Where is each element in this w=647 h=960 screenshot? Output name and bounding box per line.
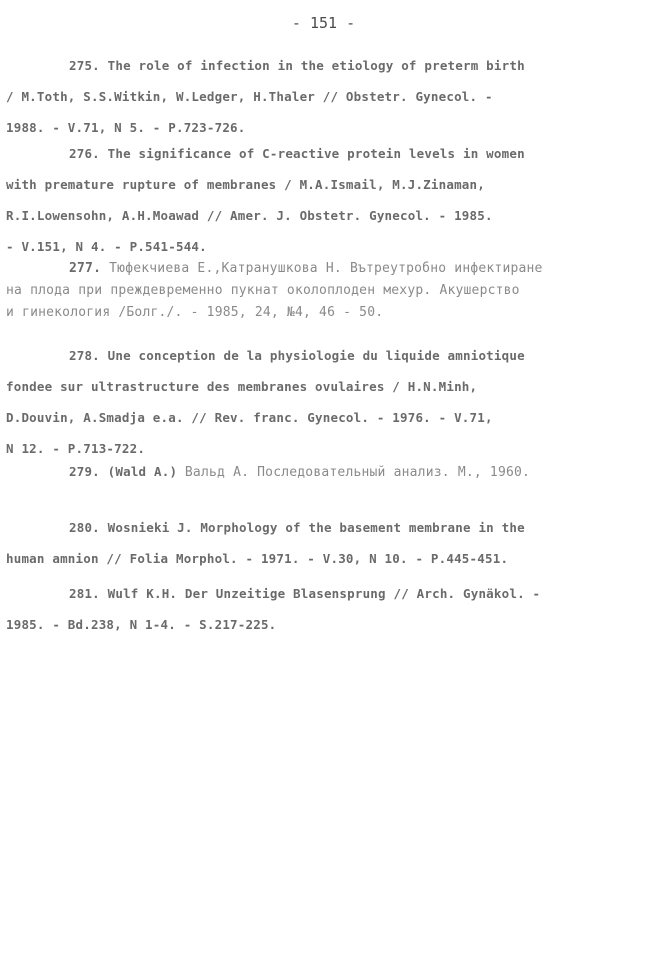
reference-278 [6, 340, 606, 464]
reference-281 [6, 578, 606, 640]
reference-light-part: Вальд А. Последовательный анализ. М., 1960. [184, 465, 531, 480]
reference-line: на плода при преждевременно пукнат околоплоден мехур. Акушерство [6, 283, 520, 298]
reference-276 [6, 138, 606, 262]
reference-line: 276. The significance of C-reactive protein levels in women [69, 146, 525, 161]
reference-line: human amnion // Folia Morphol. - 1971. - V.30, N 10. - P.445-451. [6, 551, 509, 566]
reference-280 [6, 512, 606, 574]
reference-line: 278. Une conception de la physiologie du liquide amniotique [69, 348, 525, 363]
reference-275 [6, 50, 606, 143]
reference-line: - V.151, N 4. - P.541-544. [6, 239, 207, 254]
reference-line: N 12. - P.713-722. [6, 441, 146, 456]
reference-number: 279. [69, 464, 100, 479]
reference-line: 275. The role of infection in the etiology of preterm birth [69, 58, 525, 73]
reference-bold-part: (Wald A.) [107, 464, 178, 479]
reference-279 [6, 456, 606, 487]
reference-line: with premature rupture of membranes / M.A.Ismail, M.J.Zinaman, [6, 177, 485, 192]
page-number: - 151 - [291, 14, 356, 32]
reference-number: 277. [69, 261, 102, 276]
reference-line: 280. Wosnieki J. Morphology of the basement membrane in the [69, 520, 525, 535]
reference-line: 1985. - Bd.238, N 1-4. - S.217-225. [6, 617, 277, 632]
reference-line: / M.Toth, S.S.Witkin, W.Ledger, H.Thaler // Obstetr. Gynecol. - [6, 89, 493, 104]
reference-line [6, 258, 606, 280]
reference-277 [6, 258, 606, 324]
reference-line: 1988. - V.71, N 5. - P.723-726. [6, 120, 246, 135]
reference-line: R.I.Lowensohn, A.H.Moawad // Amer. J. Obstetr. Gynecol. - 1985. [6, 208, 493, 223]
reference-text: Тюфекчиева Е.,Катранушкова Н. Вътреутробно инфектиране [109, 261, 543, 276]
reference-line: 281. Wulf K.H. Der Unzeitige Blasensprung // Arch. Gynäkol. - [69, 586, 541, 601]
reference-line [6, 456, 606, 487]
reference-line: fondee sur ultrastructure des membranes ovulaires / H.N.Minh, [6, 379, 478, 394]
reference-line: и гинекология /Болг./. - 1985, 24, №4, 46 - 50. [6, 305, 384, 320]
reference-line: D.Douvin, A.Smadja e.a. // Rev. franc. Gynecol. - 1976. - V.71, [6, 410, 493, 425]
